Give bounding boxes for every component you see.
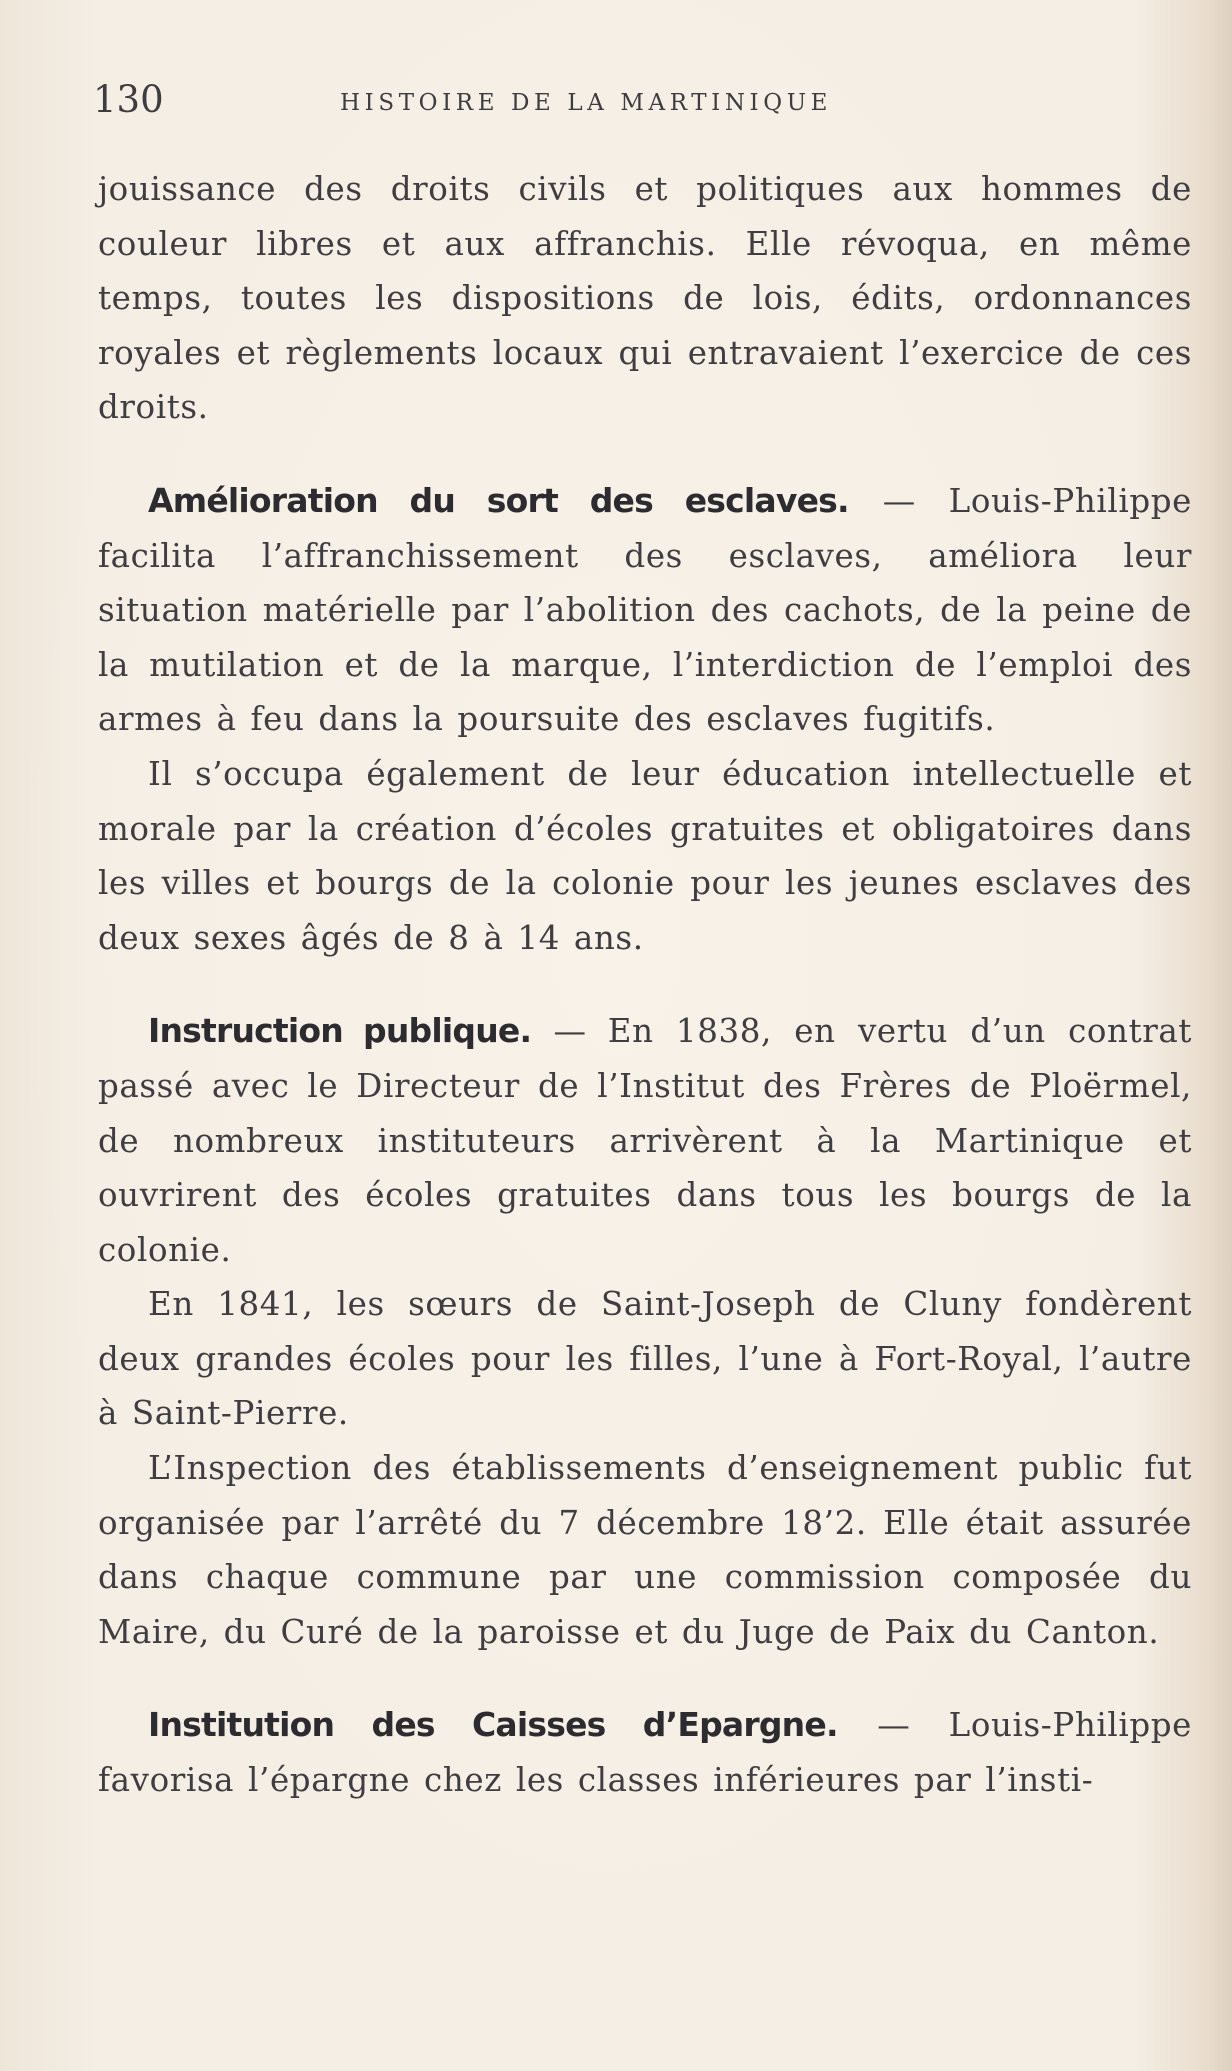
heading-dash: —	[553, 1012, 608, 1051]
section-heading: Amélioration du sort des esclaves.	[148, 480, 849, 520]
paragraph-text: Louis-Philippe facilita l’affranchissement des esclaves, améliora leur situation matérielle par l’abolition des cachots, de la peine de la mutilation et de la marque, l’interdiction de l’emploi des armes à feu dans la poursuite des esclaves fugitifs.	[98, 481, 1192, 739]
section-amelioration-esclaves	[98, 474, 1192, 747]
paragraph-soeurs-cluny	[98, 1277, 1192, 1441]
heading-dash: —	[882, 481, 949, 520]
paragraph-text: jouissance des droits civils et politiques aux hommes de couleur libres et aux affranchis. Elle révoqua, en même temps, toutes les dispositions de lois, édits, ordonnances royales et règlements locaux qui entravaient l’exercice de ces droits.	[98, 170, 1192, 427]
paragraph-text: L’Inspection des établissements d’enseignement public fut organisée par l’arrêté du 7 décembre 18’2. Elle était assurée dans chaque commune par une commission composée du Maire, du Curé de la paroisse et du Juge de Paix du Canton.	[98, 1449, 1192, 1651]
paragraph-text: En 1838, en vertu d’un contrat passé avec le Directeur de l’Institut des Frères de Ploërmel, de nombreux instituteurs arrivèrent à la Martinique et ouvrirent des écoles gratuites dans tous les bourgs de la colonie.	[98, 1012, 1192, 1269]
paragraph-text: Il s’occupa également de leur éducation intellectuelle et morale par la création d’écoles gratuites et obligatoires dans les villes et bourgs de la colonie pour les jeunes esclaves des deux sexes âgés de 8 à 14 ans.	[98, 754, 1192, 957]
section-caisses-epargne	[98, 1698, 1192, 1807]
section-heading: Institution des Caisses d’Epargne.	[148, 1705, 838, 1745]
paragraph-text: Louis-Philippe favorisa l’épargne chez les classes inférieures par l’insti-	[98, 1706, 1192, 1800]
paragraph-inspection	[98, 1441, 1192, 1659]
page-header	[93, 78, 1193, 128]
paragraph-text: En 1841, les sœurs de Saint-Joseph de Cluny fondèrent deux grandes écoles pour les filles, l’une à Fort-Royal, l’autre à Saint-Pierre.	[98, 1285, 1192, 1433]
paragraph-droits-civils	[98, 162, 1192, 435]
heading-dash: —	[877, 1706, 949, 1745]
paragraph-education-esclaves	[98, 747, 1192, 965]
section-heading: Instruction publique.	[148, 1011, 532, 1051]
running-title: HISTOIRE DE LA MARTINIQUE	[340, 90, 833, 116]
page-number: 130	[93, 78, 164, 121]
section-instruction-publique	[98, 1004, 1192, 1277]
page-body	[98, 162, 1192, 1808]
